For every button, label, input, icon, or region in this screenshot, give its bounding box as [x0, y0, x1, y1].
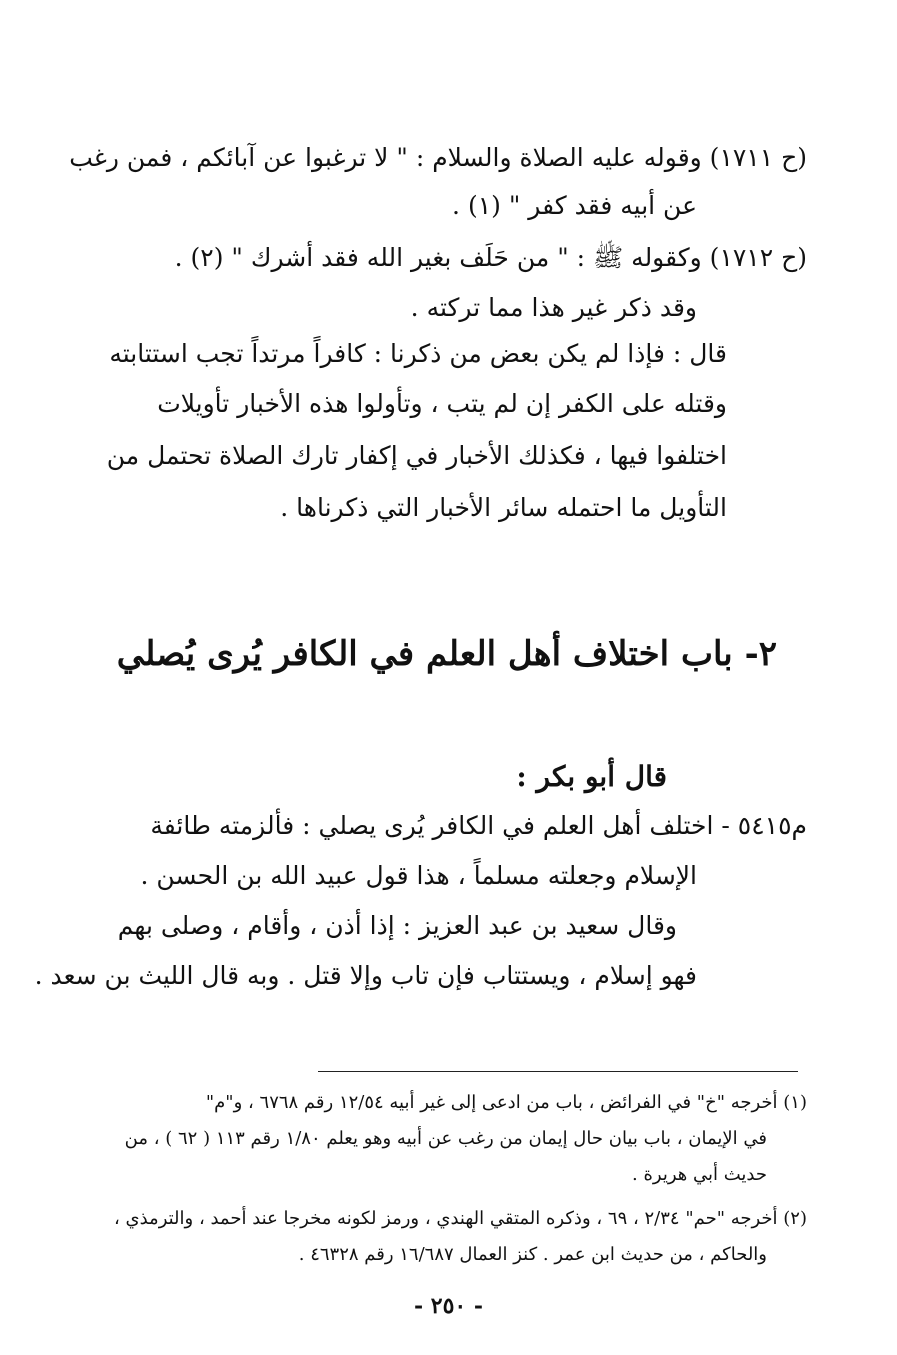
- entry-5415-line-3: وقال سعيد بن عبد العزيز : إذا أذن ، وأقام ، وصلى بهم: [117, 911, 677, 940]
- footnote-1-line-3: حديث أبي هريرة .: [632, 1164, 767, 1185]
- body-paragraph-line: قال : فإذا لم يكن بعض من ذكرنا : كافراً مرتداً تجب استتابته: [109, 339, 727, 368]
- entry-5415-line-1: م٥٤١٥ - اختلف أهل العلم في الكافر يُرى يصلي : فألزمته طائفة: [150, 811, 807, 840]
- footnote-1-line-1: (١) أخرجه "خ" في الفرائض ، باب من ادعى إلى غير أبيه ١٢/٥٤ رقم ٦٧٦٨ ، و"م": [205, 1092, 807, 1113]
- footnote-1-line-2: في الإيمان ، باب بيان حال إيمان من رغب عن أبيه وهو يعلم ١/٨٠ رقم ١١٣ ( ٦٢ ) ، من: [124, 1128, 767, 1149]
- body-paragraph-line: اختلفوا فيها ، فكذلك الأخبار في إكفار تارك الصلاة تحتمل من: [106, 441, 727, 470]
- body-paragraph-line: وقد ذكر غير هذا مما تركته .: [410, 293, 697, 322]
- footnote-2-line-2: والحاكم ، من حديث ابن عمر . كنز العمال ١٦/٦٨٧ رقم ٤٦٣٢٨ .: [298, 1244, 767, 1265]
- footnote-separator: [318, 1071, 798, 1072]
- hadith-1711-line-1: (ح ١٧١١) وقوله عليه الصلاة والسلام : " لا ترغبوا عن آبائكم ، فمن رغب: [69, 143, 807, 172]
- body-paragraph-line: وقتله على الكفر إن لم يتب ، وتأولوا هذه الأخبار تأويلات: [157, 389, 727, 418]
- entry-5415-line-2: الإسلام وجعلته مسلماً ، هذا قول عبيد الله بن الحسن .: [140, 861, 697, 890]
- body-paragraph-line: التأويل ما احتمله سائر الأخبار التي ذكرناها .: [280, 493, 727, 522]
- footnote-2-line-1: (٢) أخرجه "حم" ٢/٣٤ ، ٦٩ ، وذكره المتقي الهندي ، ورمز لكونه مخرجا عند أحمد ، والترمذي ،: [113, 1208, 807, 1229]
- hadith-1711-line-2: عن أبيه فقد كفر " (١) .: [452, 191, 697, 220]
- section-subheading: قال أبو بكر :: [516, 760, 667, 793]
- section-heading: ٢- باب اختلاف أهل العلم في الكافر يُرى يُصلي: [116, 634, 777, 674]
- hadith-1712-line: (ح ١٧١٢) وكقوله ﷺ : " من حَلَف بغير الله فقد أشرك " (٢) .: [174, 243, 807, 272]
- entry-5415-line-4: فهو إسلام ، ويستتاب فإن تاب وإلا قتل . وبه قال الليث بن سعد .: [34, 961, 697, 990]
- page-number: - ٢٥٠ -: [413, 1293, 484, 1319]
